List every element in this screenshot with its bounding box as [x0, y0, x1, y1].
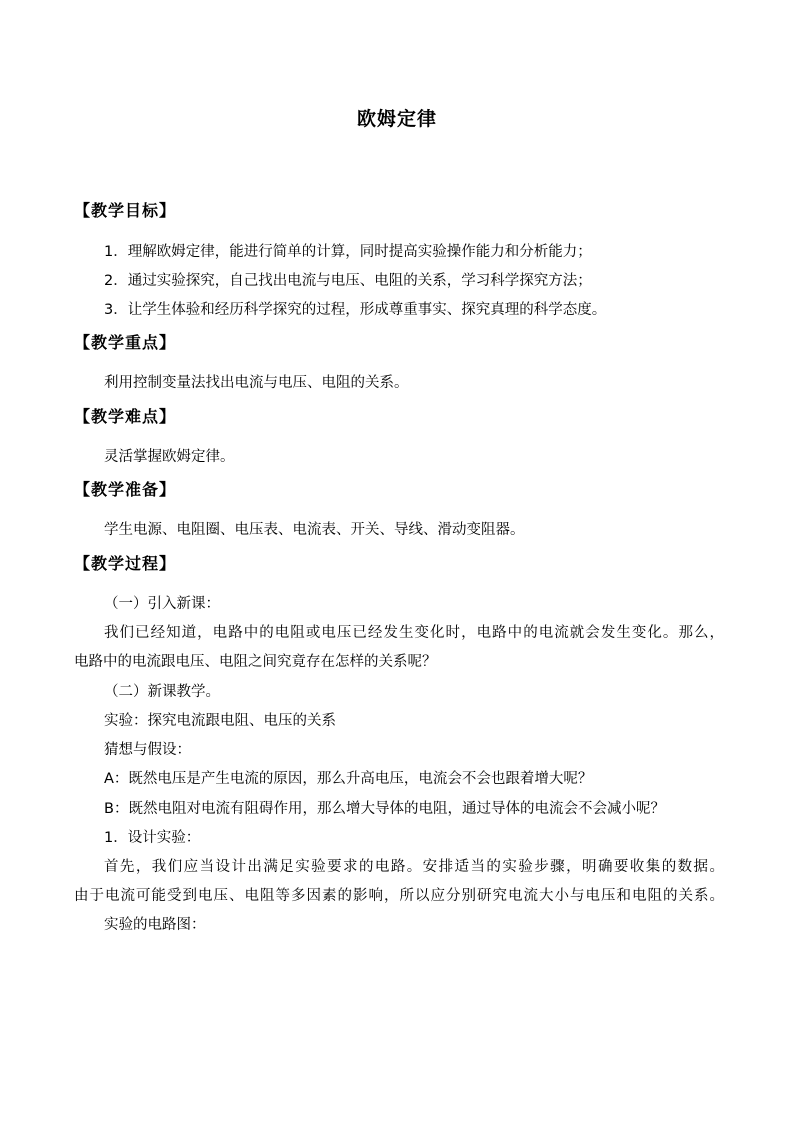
difficulties-text: 灵活掌握欧姆定律。 — [104, 449, 235, 465]
section-heading-difficulties: 【教学难点】 — [74, 407, 177, 426]
process-line-paragraph-1b: 电路中的电流跟电压、电阻之间究竟存在怎样的关系呢？ — [74, 654, 437, 670]
process-line-experiment: 实验：探究电流跟电阻、电压的关系 — [104, 713, 336, 729]
process-line-paragraph-1a: 我们已经知道，电路中的电阻或电压已经发生变化时，电路中的电流就会发生变化。那么， — [104, 625, 724, 641]
process-line-new-lesson-heading: （二）新课教学。 — [104, 684, 220, 700]
section-heading-process: 【教学过程】 — [74, 554, 177, 573]
process-line-design-heading: 1．设计实验： — [104, 830, 201, 846]
process-line-hypothesis-a: A：既然电压是产生电流的原因，那么升高电压，电流会不会也跟着增大呢？ — [104, 771, 593, 787]
process-line-paragraph-2b: 由于电流可能受到电压、电阻等多因素的影响，所以应分别研究电流大小与电压和电阻的关系。 — [74, 888, 724, 904]
key-points-text: 利用控制变量法找出电流与电压、电阻的关系。 — [104, 375, 409, 391]
objective-item-2: 2．通过实验探究，自己找出电流与电压、电阻的关系，学习科学探究方法； — [104, 273, 592, 289]
objective-item-3: 3．让学生体验和经历科学探究的过程，形成尊重事实、探究真理的科学态度。 — [104, 302, 607, 318]
document-title: 欧姆定律 — [356, 108, 437, 130]
process-line-hypothesis: 猜想与假设： — [104, 742, 191, 758]
objective-item-1: 1．理解欧姆定律，能进行简单的计算，同时提高实验操作能力和分析能力； — [104, 244, 592, 260]
process-line-hypothesis-b: B：既然电阻对电流有阻碍作用，那么增大导体的电阻，通过导体的电流会不会减小呢？ — [104, 801, 665, 817]
process-line-circuit-diagram: 实验的电路图： — [104, 917, 206, 933]
process-line-intro-heading: （一）引入新课： — [104, 596, 220, 612]
section-heading-key-points: 【教学重点】 — [74, 333, 177, 352]
process-line-paragraph-2a: 首先，我们应当设计出满足实验要求的电路。安排适当的实验步骤，明确要收集的数据。 — [104, 859, 724, 875]
preparation-text: 学生电源、电阻圈、电压表、电流表、开关、导线、滑动变阻器。 — [104, 522, 525, 538]
section-heading-objectives: 【教学目标】 — [74, 201, 177, 220]
section-heading-preparation: 【教学准备】 — [74, 480, 177, 499]
